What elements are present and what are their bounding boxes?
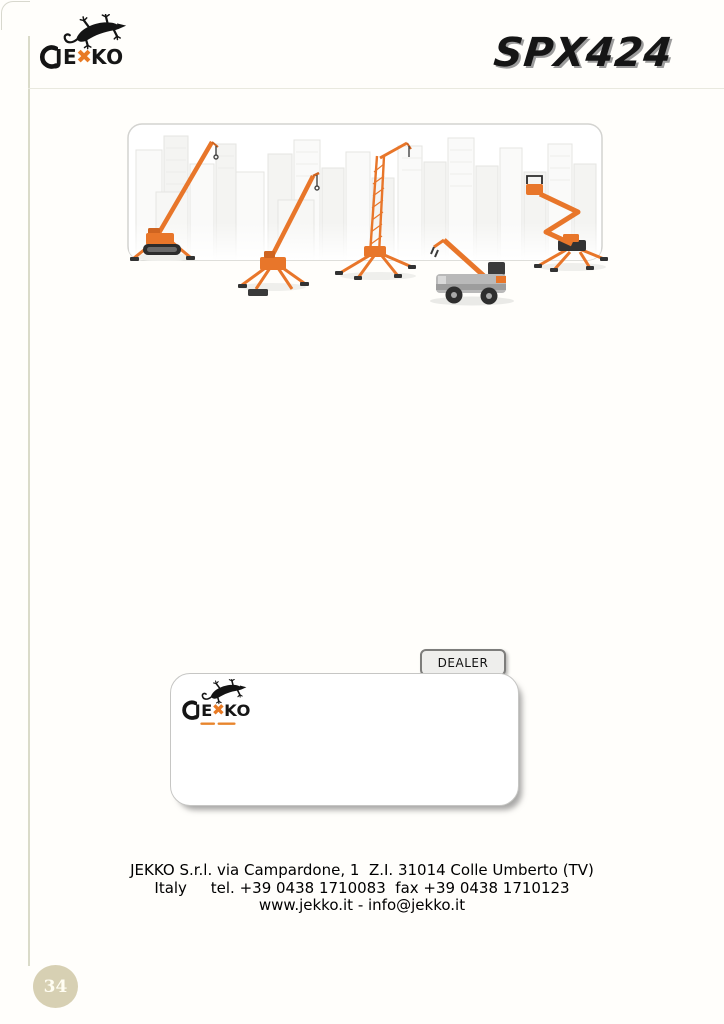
footer [0,862,724,915]
jekko-wordmark [179,700,277,721]
product-title: SPX424 [491,30,675,76]
logo-tagline-mark [200,722,277,724]
page-number-badge [33,965,78,1008]
dealer-tab-label: DEALER [437,655,489,670]
wordmark-ko: KO [224,700,251,720]
wordmark-k-icon: ✖ [76,45,93,68]
page-number: 34 [43,976,68,997]
wordmark-je: JE [194,700,213,720]
wordmark-k-icon: ✖ [211,700,225,719]
wordmark-ko: KO [91,45,124,69]
jekko-logo [36,14,156,70]
dealer-tab [420,649,506,676]
footer-address: JEKKO S.r.l. via Campardone, 1 Z.I. 31014 Colle Umberto (TV) [130,861,594,879]
footer-phone-fax: Italy tel. +39 0438 1710083 fax +39 0438 1710123 [154,878,570,897]
jekko-wordmark [36,44,156,70]
header-rule [28,88,724,89]
dealer-stamp-box [170,673,519,806]
footer-web-email: www.jekko.it - info@jekko.it [258,896,466,914]
left-margin-rule [28,36,30,966]
page-corner-mark [1,1,30,30]
city-banner-illustration [120,116,616,306]
wordmark-je: JE [55,45,78,69]
dealer-box-jekko-logo [179,679,277,725]
